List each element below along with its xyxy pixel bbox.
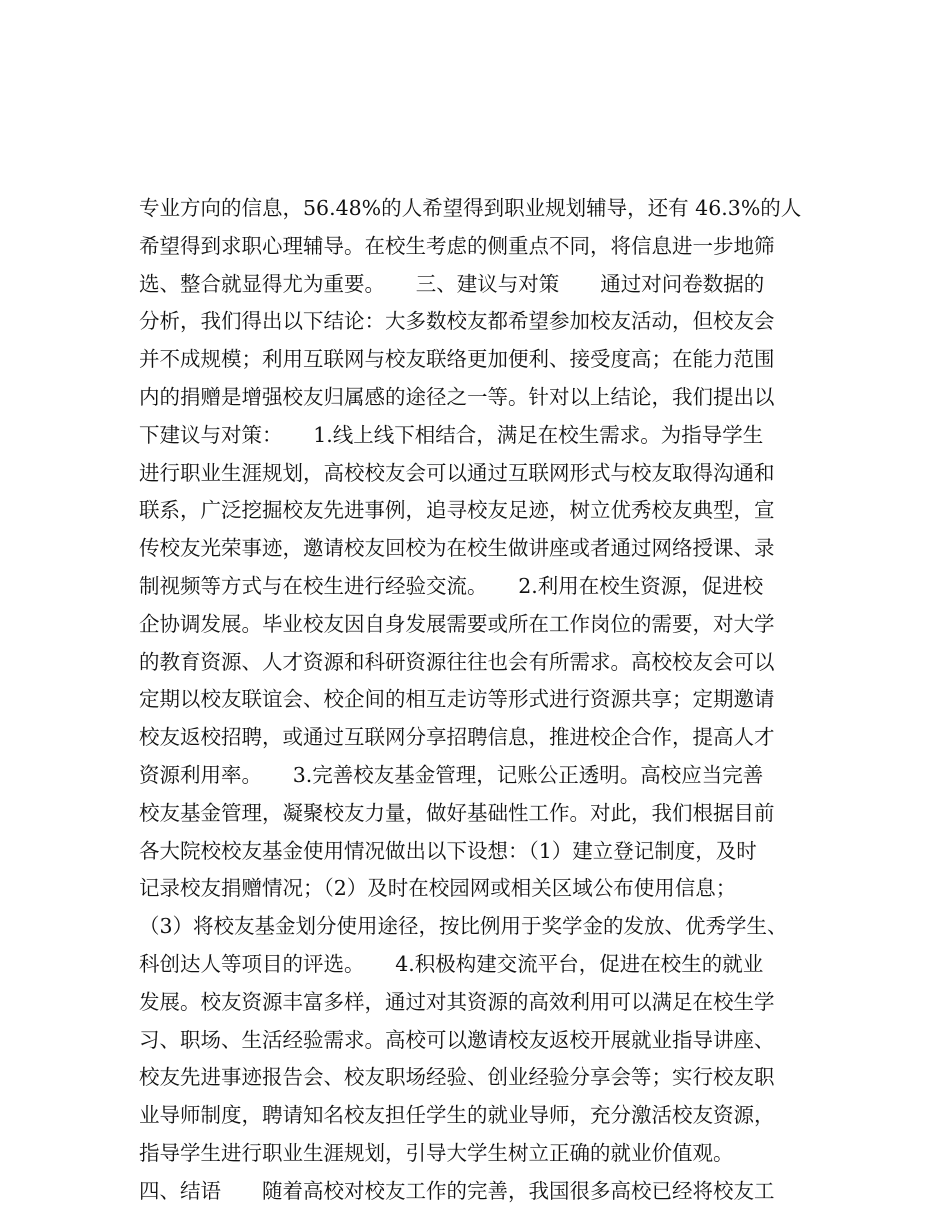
text-line: 指导学生进行职业生涯规划，引导大学生树立正确的就业价值观。 [139,1140,734,1165]
text-line: 专业方向的信息，56.48%的人希望得到职业规划辅导，还有 46.3%的人 [139,196,802,220]
text-line: 选、整合就显得尤为重要。 三、建议与对策 通过对问卷数据的 [139,271,765,296]
text-line: 进行职业生涯规划，高校校友会可以通过互联网形式与校友取得沟通和 [139,460,775,485]
text-line: 习、职场、生活经验需求。高校可以邀请校友返校开展就业指导讲座、 [139,1027,775,1052]
text-line: 制视频等方式与在校生进行经验交流。 2.利用在校生资源，促进校 [139,573,764,598]
text-line: 科创达人等项目的评选。 4.积极构建交流平台，促进在校生的就业 [139,951,764,976]
text-line: 并不成规模；利用互联网与校友联络更加便利、接受度高；在能力范围 [139,347,775,372]
body-text [139,190,839,1211]
text-line: 企协调发展。毕业校友因自身发展需要或所在工作岗位的需要，对大学 [139,611,775,636]
text-line: 记录校友捐赠情况；（2）及时在校园网或相关区域公布使用信息； [139,876,737,901]
text-line: 发展。校友资源丰富多样，通过对其资源的高效利用可以满足在校生学 [139,989,775,1014]
text-line: 下建议与对策： 1.线上线下相结合，满足在校生需求。为指导学生 [139,422,764,447]
text-line: 业导师制度，聘请知名校友担任学生的就业导师，充分激活校友资源， [139,1103,775,1128]
text-line: 资源利用率。 3.完善校友基金管理，记账公正透明。高校应当完善 [139,762,764,787]
text-line: 内的捐赠是增强校友归属感的途径之一等。针对以上结论，我们提出以 [139,384,775,409]
text-line: 各大院校校友基金使用情况做出以下设想：（1）建立登记制度，及时 [139,838,757,863]
text-line: 分析，我们得出以下结论：大多数校友都希望参加校友活动，但校友会 [139,309,775,334]
text-line: 校友返校招聘，或通过互联网分享招聘信息，推进校企合作，提高人才 [139,725,775,750]
text-line: 希望得到求职心理辅导。在校生考虑的侧重点不同，将信息进一步地筛 [139,233,775,258]
text-line: （3）将校友基金划分使用途径，按比例用于奖学金的发放、优秀学生、 [139,914,788,939]
text-line: 传校友光荣事迹，邀请校友回校为在校生做讲座或者通过网络授课、录 [139,536,775,561]
text-line: 校友基金管理，凝聚校友力量，做好基础性工作。对此，我们根据目前 [139,800,775,825]
text-line: 校友先进事迹报告会、校友职场经验、创业经验分享会等；实行校友职 [139,1065,775,1090]
text-line: 四、结语 随着高校对校友工作的完善，我国很多高校已经将校友工 [139,1178,775,1203]
text-line: 定期以校友联谊会、校企间的相互走访等形式进行资源共享；定期邀请 [139,687,775,712]
text-line: 联系，广泛挖掘校友先进事例，追寻校友足迹，树立优秀校友典型，宣 [139,498,775,523]
text-line: 的教育资源、人才资源和科研资源往往也会有所需求。高校校友会可以 [139,649,775,674]
